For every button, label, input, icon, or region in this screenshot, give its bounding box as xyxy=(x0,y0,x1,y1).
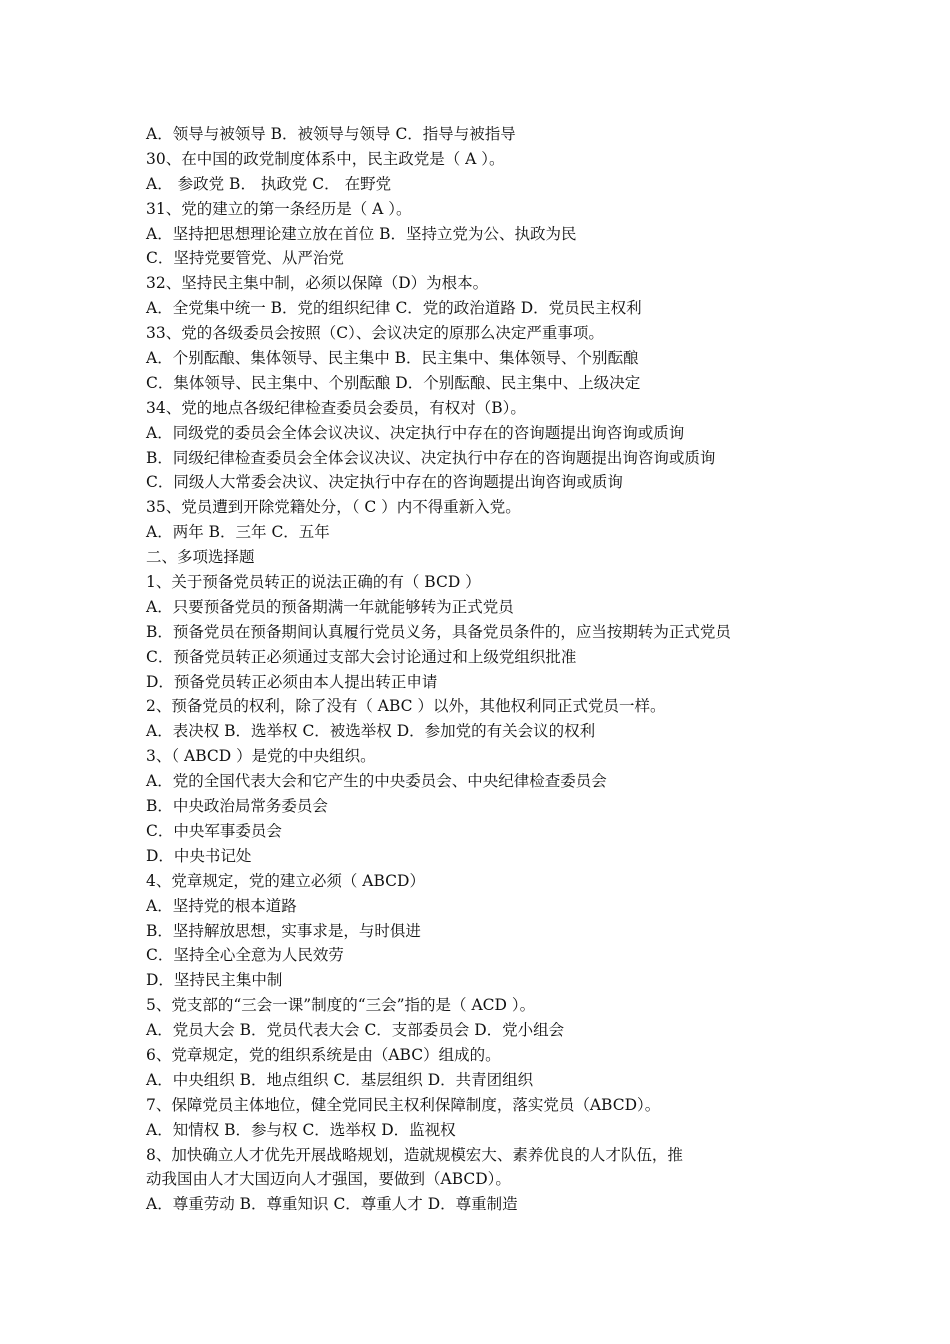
question-32: 32、坚持民主集中制，必须以保障（D）为根本。 xyxy=(146,274,489,293)
mc-answer-1-b: B．预备党员在预备期间认真履行党员义务，具备党员条件的，应当按期转为正式党员 xyxy=(146,622,731,641)
answer-options-33-cd: C．集体领导、民主集中、个别酝酿 D．个别酝酿、民主集中、上级决定 xyxy=(146,373,641,392)
mc-question-5: 5、党支部的“三会一课”制度的“三会”指的是（ ACD ）。 xyxy=(146,996,536,1015)
answer-options-31-c: C．坚持党要管党、从严治党 xyxy=(146,249,344,268)
answer-options-35: A．两年 B．三年 C．五年 xyxy=(146,523,330,542)
document-body xyxy=(146,122,846,1217)
question-34: 34、党的地点各级纪律检查委员会委员，有权对（B）。 xyxy=(146,398,526,417)
mc-question-7: 7、保障党员主体地位，健全党同民主权利保障制度，落实党员（ABCD）。 xyxy=(146,1095,661,1114)
mc-answer-1-c: C．预备党员转正必须通过支部大会讨论通过和上级党组织批准 xyxy=(146,647,577,666)
mc-question-6: 6、党章规定，党的组织系统是由（ABC）组成的。 xyxy=(146,1045,501,1064)
mc-question-4: 4、党章规定，党的建立必须（ ABCD） xyxy=(146,871,425,890)
mc-answer-4-c: C．坚持全心全意为人民效劳 xyxy=(146,946,344,965)
mc-answer-3-c: C．中央军事委员会 xyxy=(146,821,282,840)
answer-option-34-a: A．同级党的委员会全体会议决议、决定执行中存在的咨询题提出询咨询或质询 xyxy=(146,423,685,442)
answer-options-33-ab: A．个别酝酿、集体领导、民主集中 B．民主集中、集体领导、个别酝酿 xyxy=(146,349,639,368)
mc-question-8-part-2: 动我国由人才大国迈向人才强国，要做到（ABCD）。 xyxy=(146,1170,511,1189)
mc-answer-1-d: D．预备党员转正必须由本人提出转正申请 xyxy=(146,672,438,691)
mc-answer-options-5: A．党员大会 B．党员代表大会 C．支部委员会 D．党小组会 xyxy=(146,1021,565,1040)
mc-answer-options-7: A．知情权 B．参与权 C．选举权 D．监视权 xyxy=(146,1120,456,1139)
mc-answer-4-d: D．坚持民主集中制 xyxy=(146,971,283,990)
mc-answer-3-b: B．中央政治局常务委员会 xyxy=(146,797,328,816)
mc-answer-4-a: A．坚持党的根本道路 xyxy=(146,896,297,915)
answer-option-34-c: C．同级人大常委会决议、决定执行中存在的咨询题提出询咨询或质询 xyxy=(146,473,623,492)
question-31: 31、党的建立的第一条经历是（ A ）。 xyxy=(146,199,412,218)
answer-option-34-b: B．同级纪律检查委员会全体会议决议、决定执行中存在的咨询题提出询咨询或质询 xyxy=(146,448,716,467)
mc-question-2: 2、预备党员的权利，除了没有（ ABC ）以外，其他权利同正式党员一样。 xyxy=(146,697,666,716)
question-35: 35、党员遭到开除党籍处分，（ C ）内不得重新入党。 xyxy=(146,498,521,517)
answer-options-32: A．全党集中统一 B．党的组织纪律 C．党的政治道路 D．党员民主权利 xyxy=(146,299,642,318)
mc-answer-options-2: A．表决权 B．选举权 C．被选举权 D．参加党的有关会议的权利 xyxy=(146,722,596,741)
mc-answer-4-b: B．坚持解放思想，实事求是，与时俱进 xyxy=(146,921,421,940)
question-30: 30、在中国的政党制度体系中，民主政党是（ A ）。 xyxy=(146,149,505,168)
mc-answer-1-a: A．只要预备党员的预备期满一年就能够转为正式党员 xyxy=(146,597,514,616)
answer-options-31-ab: A．坚持把思想理论建立放在首位 B．坚持立党为公、执政为民 xyxy=(146,224,577,243)
answer-options-30: A． 参政党 B． 执政党 C． 在野党 xyxy=(146,174,392,193)
mc-answer-3-d: D．中央书记处 xyxy=(146,846,252,865)
question-33: 33、党的各级委员会按照（C）、会议决定的原那么决定严重事项。 xyxy=(146,324,604,343)
mc-answer-options-8: A．尊重劳动 B．尊重知识 C．尊重人才 D．尊重制造 xyxy=(146,1195,518,1214)
mc-question-3: 3、（ ABCD ）是党的中央组织。 xyxy=(146,747,376,766)
mc-question-8-part-1: 8、加快确立人才优先开展战略规划，造就规模宏大、素养优良的人才队伍，推 xyxy=(146,1145,683,1164)
mc-answer-3-a: A．党的全国代表大会和它产生的中央委员会、中央纪律检查委员会 xyxy=(146,772,607,791)
mc-question-1: 1、关于预备党员转正的说法正确的有（ BCD ） xyxy=(146,573,481,592)
answer-options-29: A．领导与被领导 B．被领导与领导 C．指导与被指导 xyxy=(146,125,516,143)
section-heading-multiple-choice: 二、多项选择题 xyxy=(146,548,255,567)
mc-answer-options-6: A．中央组织 B．地点组织 C．基层组织 D．共青团组织 xyxy=(146,1070,534,1089)
